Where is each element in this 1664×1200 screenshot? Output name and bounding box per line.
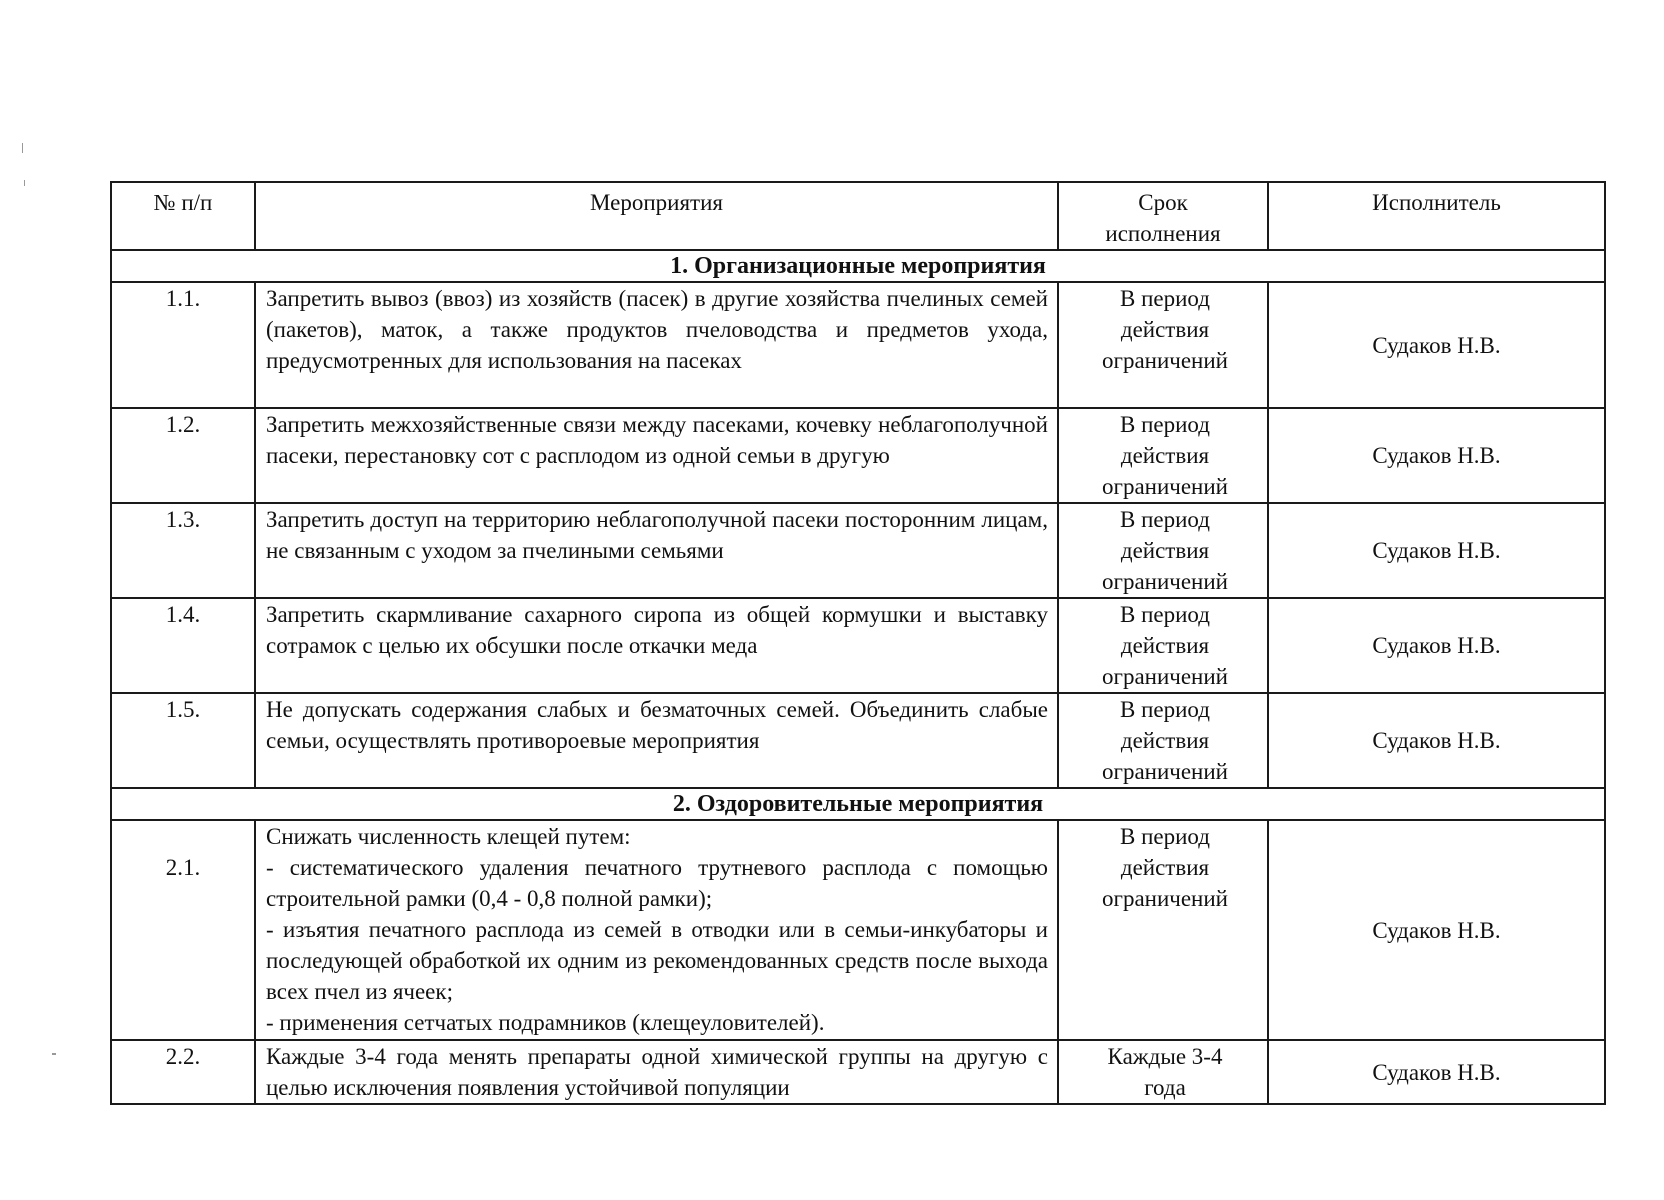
- measure-line: - применения сетчатых подрамников (клещеуловителей).: [266, 1010, 825, 1035]
- row-measure: Запретить скармливание сахарного сиропа из общей кормушки и выставку сотрамок с целью их обсушки после откачки меда: [255, 598, 1058, 693]
- row-deadline: [1058, 503, 1268, 598]
- row-measure: [255, 1040, 1058, 1104]
- row-executor: Судаков Н.В.: [1268, 820, 1605, 1040]
- row-executor: Судаков Н.В.: [1268, 408, 1605, 503]
- deadline-line: ограничений: [1102, 664, 1228, 689]
- row-number: 1.5.: [111, 693, 255, 788]
- row-number: 1.1.: [111, 282, 255, 408]
- row-deadline: [1058, 408, 1268, 503]
- deadline-line: ограничений: [1102, 886, 1228, 911]
- deadline-line: действия: [1120, 317, 1210, 342]
- deadline-line: Каждые 3-4: [1107, 1044, 1223, 1069]
- table-row: [111, 282, 1605, 408]
- row-number: 2.1.: [111, 820, 255, 1040]
- row-executor: Судаков Н.В.: [1268, 282, 1605, 408]
- deadline-line: В период: [1120, 286, 1210, 311]
- row-executor: Судаков Н.В.: [1268, 1040, 1605, 1104]
- deadline-line: ограничений: [1102, 348, 1228, 373]
- deadline-line: В период: [1120, 412, 1210, 437]
- row-deadline: [1058, 1040, 1268, 1104]
- row-measure: Не допускать содержания слабых и безматочных семей. Объединить слабые семьи, осуществлять противороевые мероприятия: [255, 693, 1058, 788]
- row-deadline: [1058, 693, 1268, 788]
- row-deadline: [1058, 598, 1268, 693]
- header-row: [111, 182, 1605, 250]
- table-row: [111, 598, 1605, 693]
- deadline-line: В период: [1120, 824, 1210, 849]
- scan-mark: [52, 1053, 56, 1055]
- measure-line: - систематического удаления печатного трутневого расплода с помощью строительной рамки (0,4 - 0,8 полной рамки);: [266, 855, 1048, 911]
- deadline-line: В период: [1120, 602, 1210, 627]
- section-title: 1. Организационные мероприятия: [111, 250, 1605, 282]
- measure-line: Снижать численность клещей путем:: [266, 824, 631, 849]
- row-deadline: [1058, 820, 1268, 1040]
- section-row: [111, 250, 1605, 282]
- header-measures: Мероприятия: [255, 182, 1058, 250]
- scan-mark: [24, 180, 25, 186]
- deadline-line: В период: [1120, 507, 1210, 532]
- table-row: [111, 820, 1605, 1040]
- deadline-line: года: [1144, 1075, 1186, 1100]
- deadline-line: действия: [1120, 633, 1210, 658]
- measures-table: [110, 181, 1606, 1105]
- header-deadline-line2: исполнения: [1105, 221, 1221, 246]
- deadline-line: действия: [1120, 538, 1210, 563]
- deadline-line: действия: [1120, 728, 1210, 753]
- section-title: 2. Оздоровительные мероприятия: [111, 788, 1605, 820]
- row-number: 1.3.: [111, 503, 255, 598]
- deadline-line: В период: [1120, 697, 1210, 722]
- deadline-line: действия: [1120, 855, 1210, 880]
- deadline-line: действия: [1120, 443, 1210, 468]
- row-measure: Запретить межхозяйственные связи между пасеками, кочевку неблагополучной пасеки, перестановку сот с расплодом из одной семьи в другую: [255, 408, 1058, 503]
- deadline-line: ограничений: [1102, 474, 1228, 499]
- deadline-line: ограничений: [1102, 759, 1228, 784]
- row-measure: [255, 820, 1058, 1040]
- row-deadline: [1058, 282, 1268, 408]
- header-deadline: [1058, 182, 1268, 250]
- header-deadline-line1: Срок: [1138, 190, 1188, 215]
- measure-text: Каждые 3-4 года менять препараты одной химической группы на другую с целью исключения появления устойчивой популяции: [266, 1044, 1048, 1100]
- row-number: 2.2.: [111, 1040, 255, 1104]
- row-executor: Судаков Н.В.: [1268, 503, 1605, 598]
- row-measure: Запретить вывоз (ввоз) из хозяйств (пасек) в другие хозяйства пчелиных семей (пакетов), маток, а также продуктов пчеловодства и предметов ухода, предусмотренных для использования на пасеках: [255, 282, 1058, 408]
- header-number: № п/п: [111, 182, 255, 250]
- table-row: [111, 1040, 1605, 1104]
- row-measure: Запретить доступ на территорию неблагополучной пасеки посторонним лицам, не связанным с уходом за пчелиными семьями: [255, 503, 1058, 598]
- row-executor: Судаков Н.В.: [1268, 598, 1605, 693]
- scan-mark: [22, 143, 23, 153]
- deadline-line: ограничений: [1102, 569, 1228, 594]
- table-row: [111, 408, 1605, 503]
- header-executor: Исполнитель: [1268, 182, 1605, 250]
- row-number: 1.4.: [111, 598, 255, 693]
- table-row: [111, 693, 1605, 788]
- measure-line: - изъятия печатного расплода из семей в отводки или в семьи-инкубаторы и последующей обработкой их одним из рекомендованных средств после выхода всех пчел из ячеек;: [266, 917, 1048, 1004]
- section-row: [111, 788, 1605, 820]
- row-executor: Судаков Н.В.: [1268, 693, 1605, 788]
- row-number: 1.2.: [111, 408, 255, 503]
- table-row: [111, 503, 1605, 598]
